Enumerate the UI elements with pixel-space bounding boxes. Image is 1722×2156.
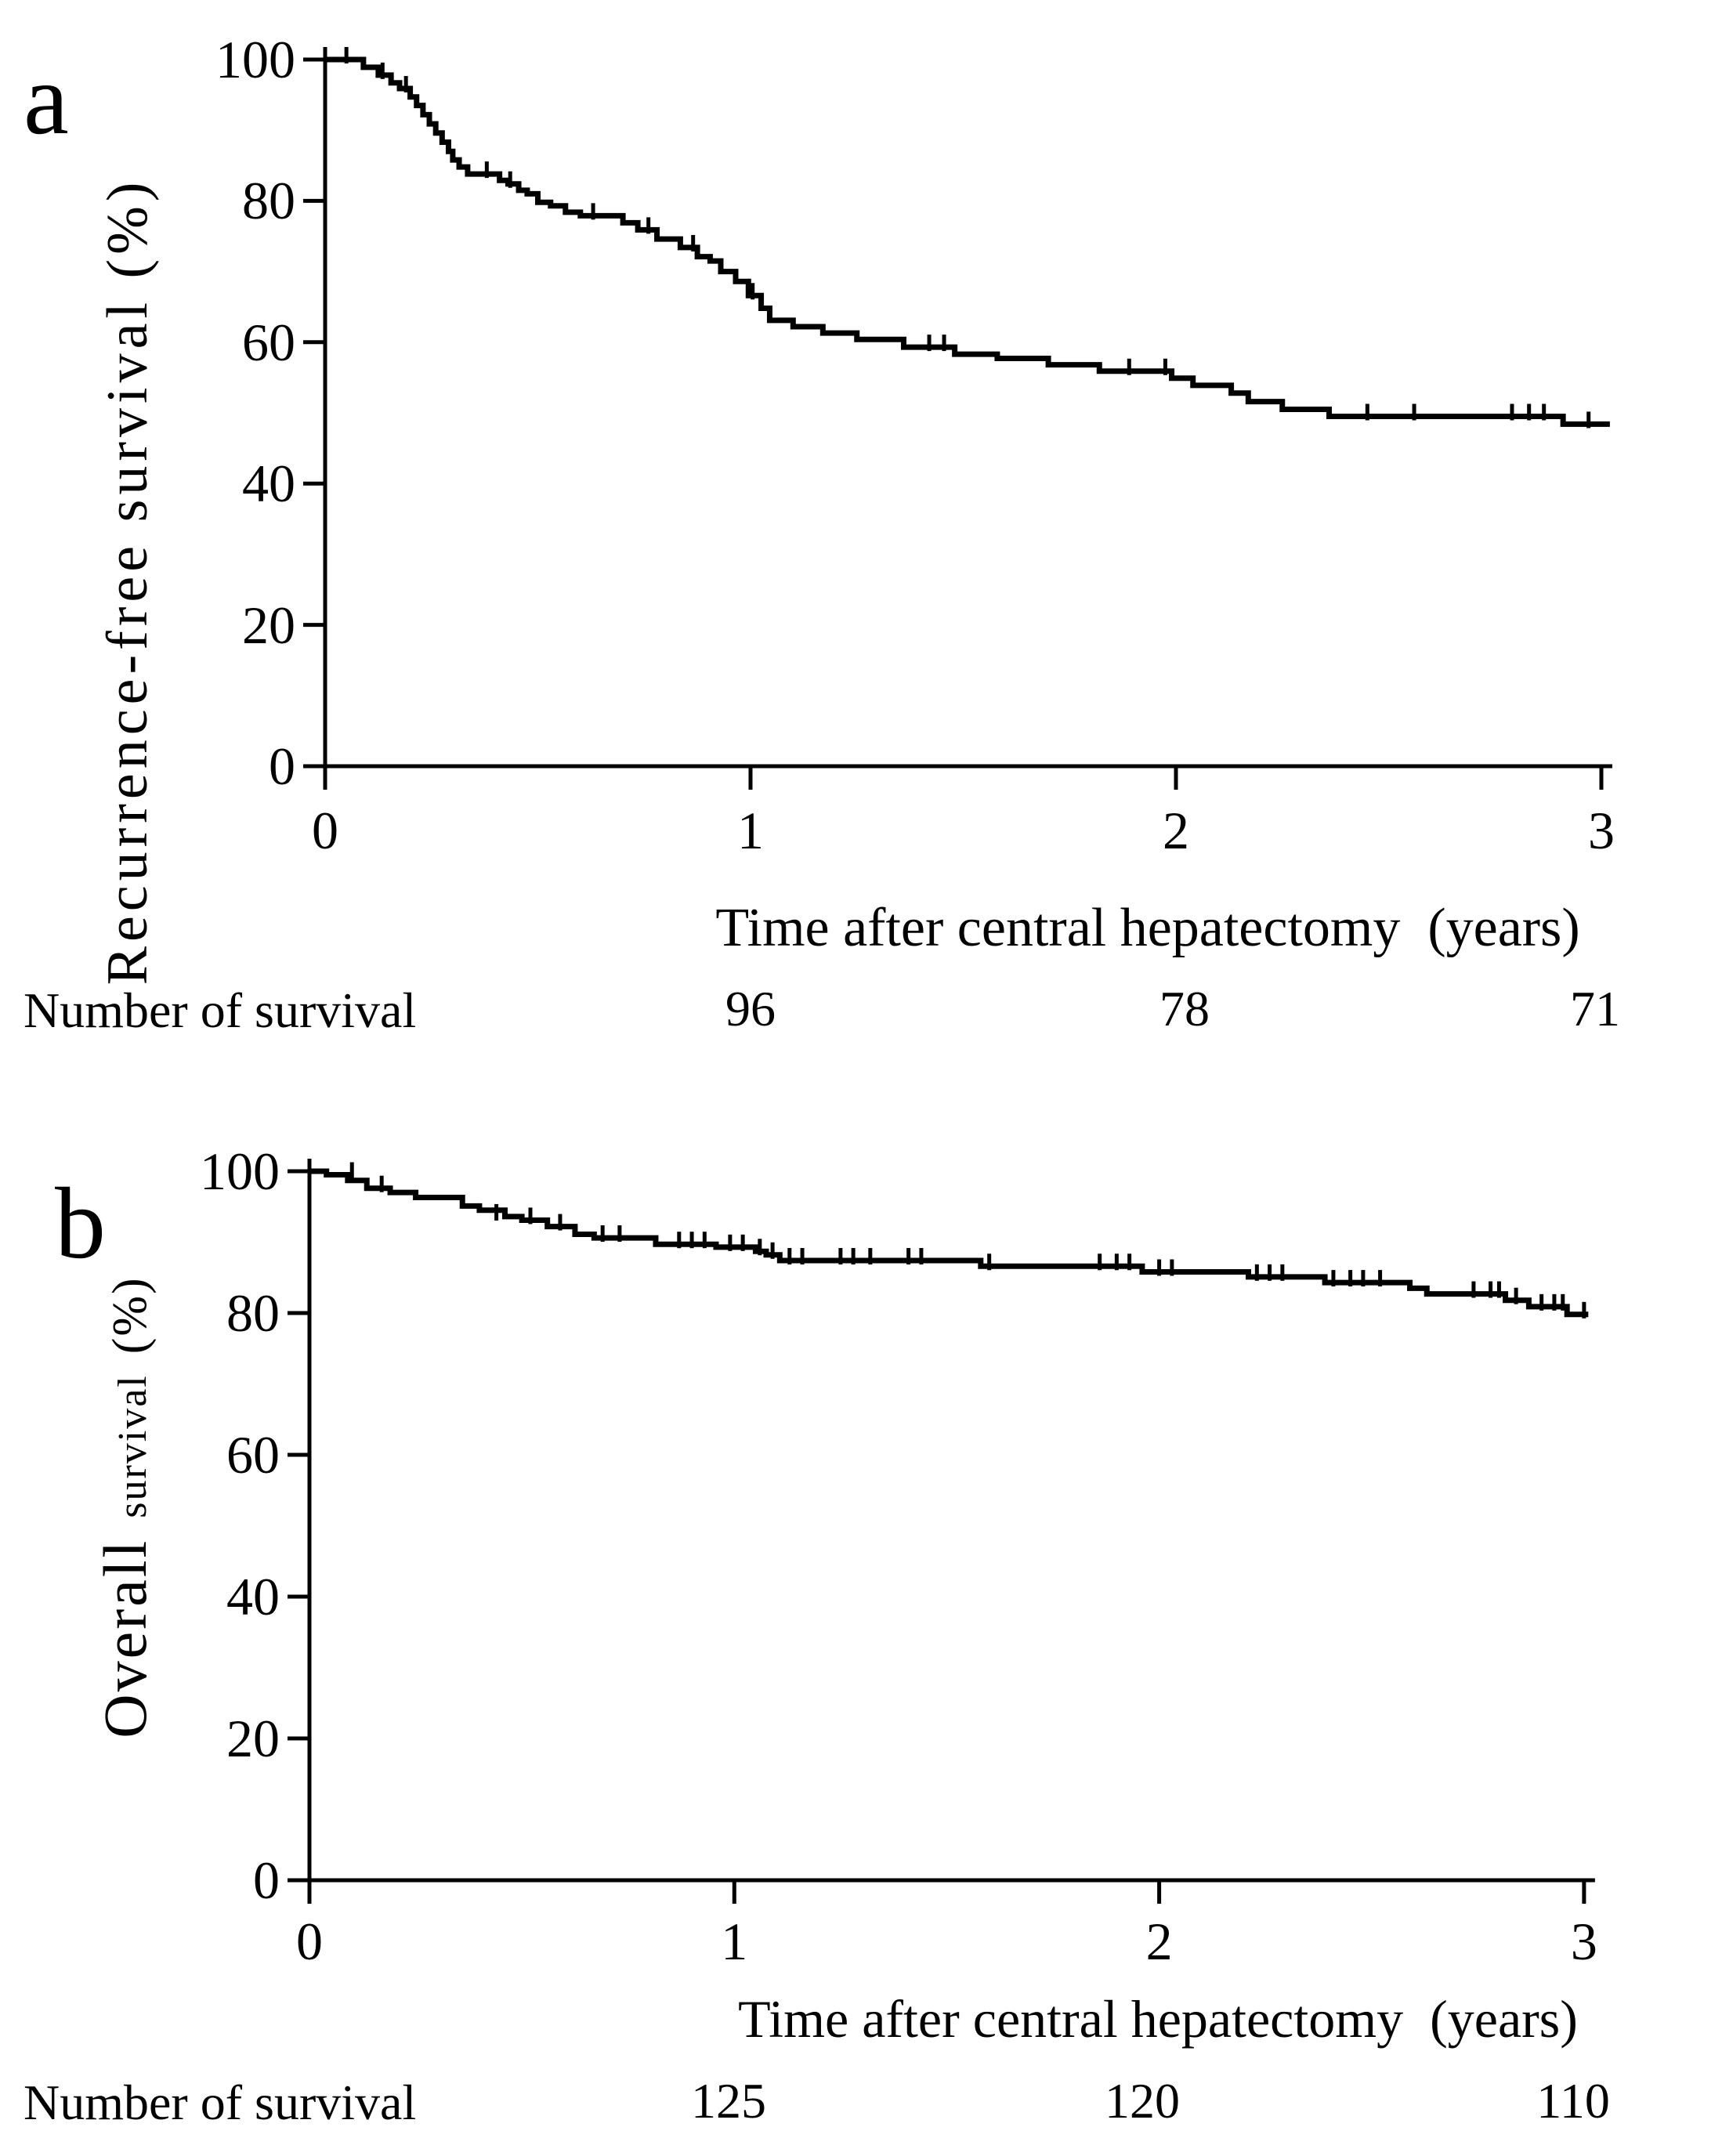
- y-tick-label-b-0: 0: [253, 1850, 280, 1910]
- panel-letter-b: b: [55, 1167, 106, 1280]
- y-tick-label-b-100: 100: [200, 1141, 280, 1201]
- x-tick-label-b-1: 1: [721, 1912, 748, 1971]
- y-tick-label-a-20: 20: [242, 595, 295, 655]
- y-tick-label-a-40: 40: [242, 454, 295, 514]
- number-of-survival-label-b: Number of survival: [24, 2075, 417, 2130]
- y-tick-label-a-0: 0: [269, 736, 295, 796]
- x-axis-title-a: Time after central hepatectomy (years): [715, 898, 1580, 958]
- x-tick-label-a-1: 1: [737, 801, 764, 860]
- y-axis-title-b-overall: Overall: [91, 1538, 159, 1738]
- panel-letter-a: a: [24, 43, 69, 156]
- x-tick-label-a-3: 3: [1588, 801, 1615, 860]
- survival-curve-b: [309, 1171, 1588, 1315]
- x-tick-label-a-0: 0: [312, 801, 338, 860]
- y-axis-title-b: [82, 1276, 159, 1744]
- x-tick-label-b-2: 2: [1145, 1912, 1173, 1971]
- survival-curve-a: [325, 60, 1610, 424]
- at-risk-count-a-year2: 78: [1159, 981, 1210, 1036]
- y-axis-title-b-survival: survival: [110, 1374, 155, 1518]
- at-risk-count-b-year1: 125: [691, 2073, 766, 2129]
- at-risk-count-b-year2: 120: [1105, 2073, 1180, 2129]
- y-tick-label-b-80: 80: [226, 1283, 280, 1343]
- y-tick-label-b-20: 20: [226, 1709, 280, 1768]
- number-of-survival-label-a: Number of survival: [24, 982, 417, 1038]
- at-risk-count-a-year1: 96: [725, 981, 776, 1036]
- y-tick-label-a-60: 60: [242, 312, 295, 372]
- y-tick-label-a-100: 100: [215, 30, 295, 89]
- y-tick-label-a-80: 80: [242, 171, 295, 231]
- at-risk-count-a-year3: 71: [1570, 981, 1620, 1036]
- y-axis-title-b-percent: (%): [103, 1276, 157, 1355]
- x-tick-label-b-0: 0: [296, 1912, 323, 1971]
- x-tick-label-b-3: 3: [1570, 1912, 1597, 1971]
- y-tick-label-b-40: 40: [226, 1567, 280, 1626]
- x-axis-title-b: Time after central hepatectomy (years): [738, 1989, 1578, 2049]
- x-tick-label-a-2: 2: [1163, 801, 1189, 860]
- y-axis-title-a: Recurrence-free survival (%): [96, 177, 160, 986]
- y-tick-label-b-60: 60: [226, 1425, 280, 1485]
- at-risk-count-b-year3: 110: [1536, 2073, 1610, 2129]
